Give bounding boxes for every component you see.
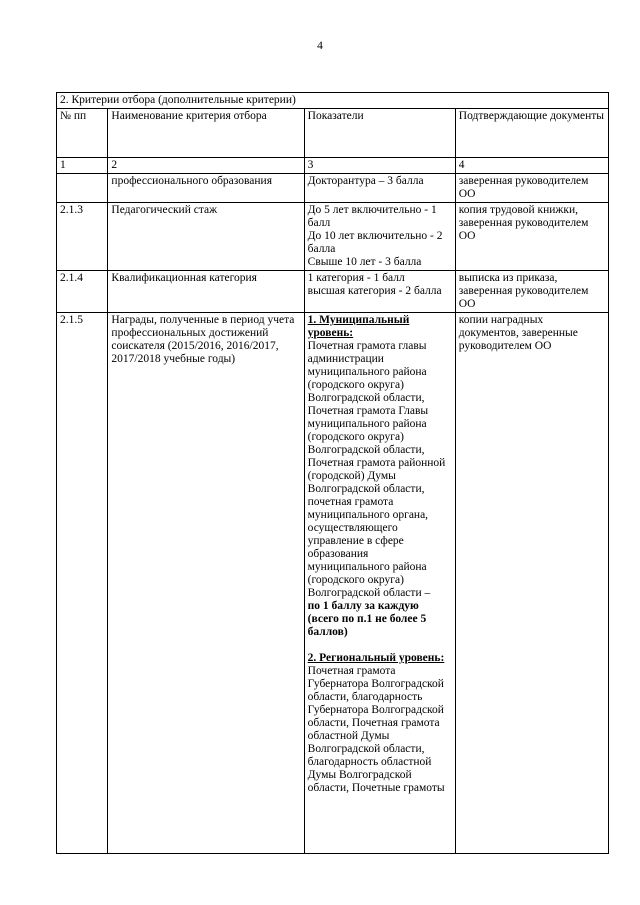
indicator-line: 1 категория - 1 балл [307, 272, 405, 284]
row-number: 2.1.3 [57, 203, 108, 271]
indicator-line: высшая категория - 2 балла [307, 285, 442, 297]
criterion-name: профессионального образования [108, 174, 304, 203]
level-points-municipal: по 1 баллу за каждую (всего по п.1 не более 5 баллов) [307, 600, 427, 638]
column-number: 3 [304, 158, 455, 174]
spacer [308, 639, 452, 652]
column-number: 4 [455, 158, 608, 174]
documents: выписка из приказа, заверенная руководителем ОО [455, 271, 608, 313]
indicators: Докторантура – 3 балла [304, 174, 455, 203]
table-row [57, 313, 609, 854]
indicators [304, 313, 455, 854]
table-row [57, 174, 609, 203]
indicators [304, 271, 455, 313]
column-number: 2 [108, 158, 304, 174]
header-indicators: Показатели [304, 109, 455, 158]
table-row [57, 203, 609, 271]
header-criterion-name: Наименование критерия отбора [108, 109, 304, 158]
row-number: 2.1.4 [57, 271, 108, 313]
indicator-line: До 5 лет включительно - 1 балл [307, 204, 437, 229]
table-title: 2. Критерии отбора (дополнительные критерии) [57, 93, 609, 109]
table-row [57, 271, 609, 313]
criteria-table [56, 92, 609, 854]
documents: копии наградных документов, заверенные руководителем ОО [455, 313, 608, 854]
documents: заверенная руководителем ОО [455, 174, 608, 203]
level-title-municipal: 1. Муниципальный уровень: [307, 314, 410, 339]
level-title-regional: 2. Региональный уровень: [307, 652, 445, 664]
indicator-line: Свыше 10 лет - 3 балла [307, 256, 422, 268]
header-documents: Подтверждающие документы [455, 109, 608, 158]
level-text-municipal: Почетная грамота главы администрации муниципального района (городского округа) Волгоградской области, Почетная грамота Главы муниципального района (городского округа) Волгоградской области, Почетная грамота районной (городской) Думы Волгоградской области, почетная грамота муниципального органа, осуществляющего управление в сфере образования муниципального района (городского округа) Волгоградской области – [307, 340, 446, 599]
header-number: № пп [57, 109, 108, 158]
table-header-row [57, 109, 609, 158]
criterion-name: Награды, полученные в период учета профессиональных достижений соискателя (2015/2016, 2016/2017, 2017/2018 учебные годы) [108, 313, 304, 854]
level-text-regional: Почетная грамота Губернатора Волгоградской области, благодарность Губернатора Волгоградской области, Почетная грамота областной Думы Волгоградской области, благодарность областной Думы Волгоградской области, Почетные грамоты [307, 665, 445, 794]
row-number [57, 174, 108, 203]
indicator-line: До 10 лет включительно - 2 балла [307, 230, 443, 255]
table-title-row [57, 93, 609, 109]
column-numbers-row [57, 158, 609, 174]
documents: копия трудовой книжки, заверенная руководителем ОО [455, 203, 608, 271]
column-number: 1 [57, 158, 108, 174]
row-number: 2.1.5 [57, 313, 108, 854]
page-number: 4 [317, 40, 323, 52]
criterion-name: Педагогический стаж [108, 203, 304, 271]
criterion-name: Квалификационная категория [108, 271, 304, 313]
indicators [304, 203, 455, 271]
